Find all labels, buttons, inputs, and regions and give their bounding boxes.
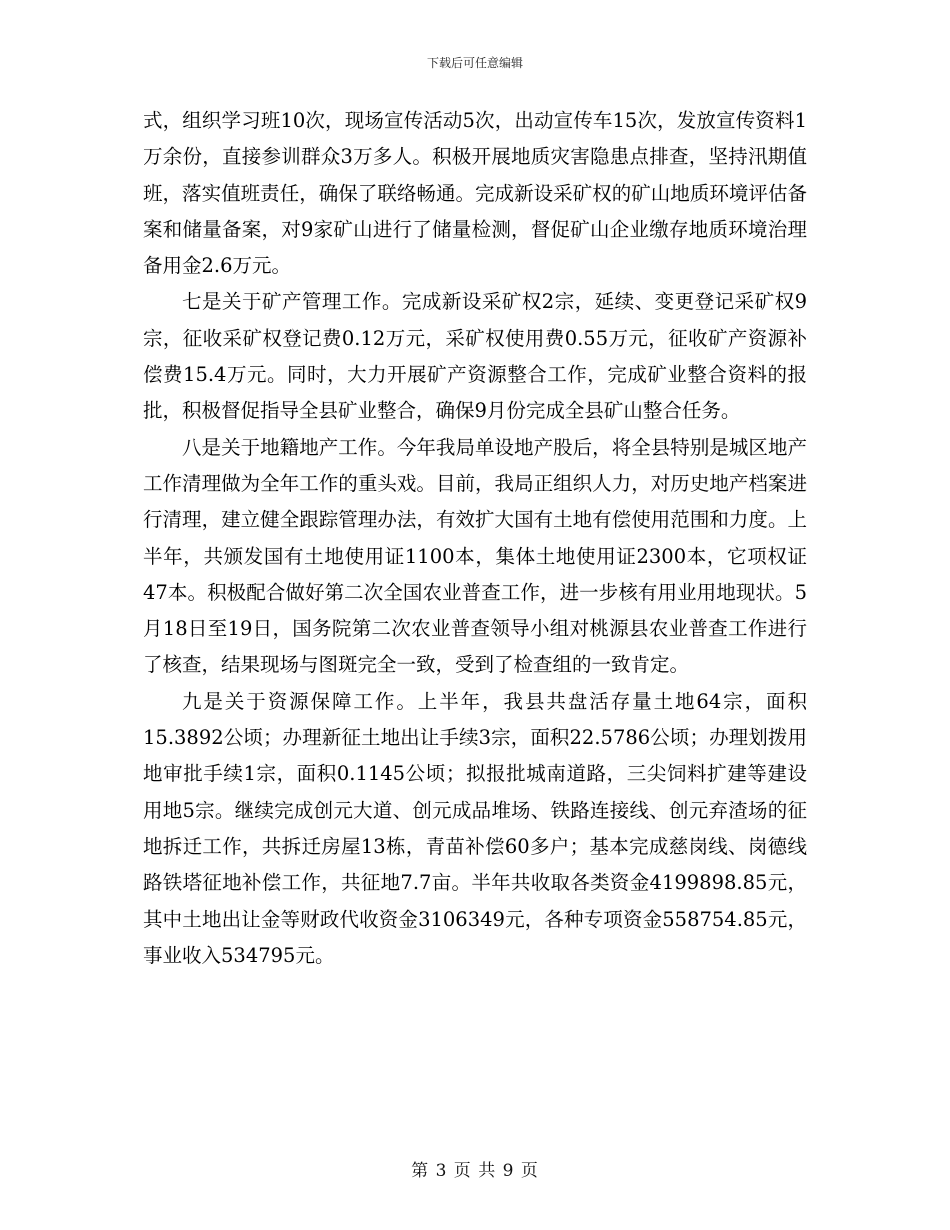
document-body	[143, 103, 807, 974]
paragraph-mineral-management: 七是关于矿产管理工作。完成新设采矿权2宗，延续、变更登记采矿权9宗，征收采矿权登记费0.12万元，采矿权使用费0.55万元，征收矿产资源补偿费15.4万元。同时，大力开展矿产资源整合工作，完成矿业整合资料的报批，积极督促指导全县矿业整合，确保9月份完成全县矿山整合任务。	[143, 290, 807, 423]
paragraph-cadastral-real-estate: 八是关于地籍地产工作。今年我局单设地产股后，将全县特别是城区地产工作清理做为全年工作的重头戏。目前，我局正组织人力，对历史地产档案进行清理，建立健全跟踪管理办法，有效扩大国有土地有偿使用范围和力度。上半年，共颁发国有土地使用证1100本，集体土地使用证2300本，它项权证47本。积极配合做好第二次全国农业普查工作，进一步核有用业用地现状。5月18日至19日，国务院第二次农业普查领导小组对桃源县农业普查工作进行了核查，结果现场与图斑完全一致，受到了检查组的一致肯定。	[143, 435, 807, 677]
page-header: 下载后可任意编辑	[426, 56, 523, 70]
paragraph-resource-guarantee: 九是关于资源保障工作。上半年，我县共盘活存量土地64宗，面积15.3892公顷；办理新征土地出让手续3宗，面积22.5786公顷；办理划拨用地审批手续1宗，面积0.1145公顷；拟报批城南道路，三尖饲料扩建等建设用地5宗。继续完成创元大道、创元成品堆场、铁路连接线、创元弃渣场的征地拆迁工作，共拆迁房屋13栋，青苗补偿60多户；基本完成慈岗线、岗德线路铁塔征地补偿工作，共征地7.7亩。半年共收取各类资金4199898.85元，其中土地出让金等财政代收资金3106349元，各种专项资金558754.85元，事业收入534795元。	[143, 689, 807, 967]
paragraph-continuation: 式，组织学习班10次，现场宣传活动5次，出动宣传车15次，发放宣传资料1万余份，直接参训群众3万多人。积极开展地质灾害隐患点排查，坚持汛期值班，落实值班责任，确保了联络畅通。完成新设采矿权的矿山地质环境评估备案和储量备案，对9家矿山进行了储量检测，督促矿山企业缴存地质环境治理备用金2.6万元。	[143, 109, 807, 278]
page-number-footer: 第 3 页 共 9 页	[411, 1161, 539, 1181]
